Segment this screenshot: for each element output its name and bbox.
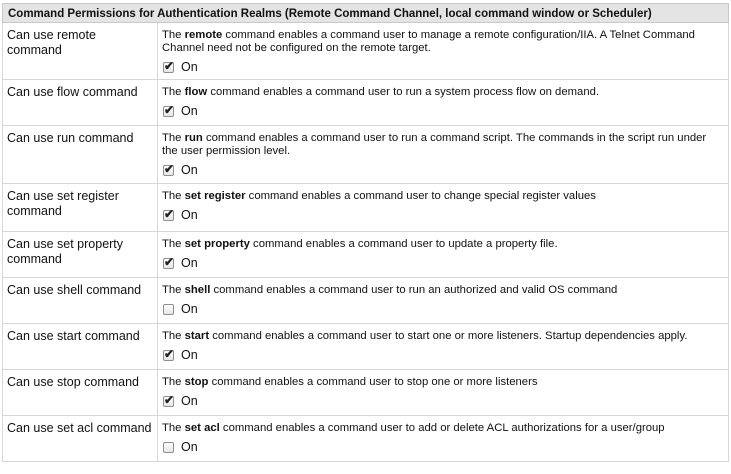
description-prefix: The bbox=[162, 29, 185, 41]
description-prefix: The bbox=[162, 132, 185, 144]
permission-description bbox=[162, 284, 724, 297]
start-on-toggle[interactable] bbox=[162, 346, 724, 364]
set-register-on-toggle[interactable] bbox=[162, 206, 724, 224]
description-prefix: The bbox=[162, 86, 185, 98]
description-text: command enables a command user to update a property file. bbox=[249, 238, 558, 250]
stop-on-toggle[interactable] bbox=[162, 392, 724, 410]
table-title: Command Permissions for Authentication Realms (Remote Command Channel, local command window or Scheduler) bbox=[3, 4, 729, 23]
set-property-checkbox[interactable] bbox=[163, 254, 175, 269]
on-label: On bbox=[181, 103, 198, 118]
checkmark-icon: ✔ bbox=[164, 161, 175, 176]
on-label: On bbox=[181, 301, 198, 316]
command-keyword: set acl bbox=[184, 422, 220, 434]
command-keyword: start bbox=[184, 330, 210, 342]
permission-description-cell bbox=[158, 324, 729, 370]
flow-checkbox[interactable] bbox=[163, 102, 175, 117]
description-text: command enables a command user to manage a remote configuration/IIA. A Telnet Command Channel need not be configured on the remote target. bbox=[162, 29, 695, 54]
permission-row-set-acl bbox=[3, 416, 729, 462]
permission-description-cell bbox=[158, 278, 729, 324]
table-header-row bbox=[3, 4, 729, 23]
set-register-checkbox[interactable] bbox=[163, 206, 175, 221]
description-prefix: The bbox=[162, 422, 185, 434]
on-label: On bbox=[181, 162, 198, 177]
permission-description bbox=[162, 330, 724, 343]
shell-checkbox[interactable] bbox=[163, 304, 174, 315]
set-acl-checkbox[interactable] bbox=[163, 442, 174, 453]
command-keyword: shell bbox=[184, 284, 211, 296]
checkmark-icon: ✔ bbox=[164, 206, 175, 221]
permission-description bbox=[162, 190, 724, 203]
permission-row-start bbox=[3, 324, 729, 370]
remote-on-toggle[interactable] bbox=[162, 58, 724, 76]
command-keyword: set property bbox=[184, 238, 250, 250]
command-keyword: run bbox=[184, 132, 203, 144]
set-property-on-toggle[interactable] bbox=[162, 254, 724, 272]
on-label: On bbox=[181, 347, 198, 362]
permission-name: Can use remote command bbox=[3, 23, 158, 80]
description-text: command enables a command user to start one or more listeners. Startup dependencies apply. bbox=[209, 330, 688, 342]
on-label: On bbox=[181, 207, 198, 222]
command-keyword: stop bbox=[184, 376, 209, 388]
permissions-table bbox=[2, 3, 729, 462]
permission-description bbox=[162, 86, 724, 99]
run-on-toggle[interactable] bbox=[162, 161, 724, 179]
description-text: command enables a command user to run a command script. The commands in the script run under the user permission level. bbox=[162, 132, 707, 157]
description-text: command enables a command user to run an authorized and valid OS command bbox=[210, 284, 618, 296]
run-checkbox[interactable] bbox=[163, 161, 175, 176]
checkmark-icon: ✔ bbox=[164, 346, 175, 361]
description-prefix: The bbox=[162, 190, 185, 202]
permission-row-remote bbox=[3, 23, 729, 80]
on-label: On bbox=[181, 439, 198, 454]
description-prefix: The bbox=[162, 284, 185, 296]
on-label: On bbox=[181, 393, 198, 408]
permission-description-cell bbox=[158, 184, 729, 232]
description-prefix: The bbox=[162, 238, 185, 250]
permission-description bbox=[162, 376, 724, 389]
permission-name: Can use stop command bbox=[3, 370, 158, 416]
checkmark-icon: ✔ bbox=[164, 58, 175, 73]
description-text: command enables a command user to change special register values bbox=[245, 190, 596, 202]
checkmark-icon: ✔ bbox=[164, 392, 175, 407]
permission-name: Can use flow command bbox=[3, 80, 158, 126]
permission-description-cell bbox=[158, 232, 729, 278]
permission-description-cell bbox=[158, 416, 729, 462]
permission-description bbox=[162, 132, 724, 158]
remote-checkbox[interactable] bbox=[163, 58, 175, 73]
flow-on-toggle[interactable] bbox=[162, 102, 724, 120]
description-prefix: The bbox=[162, 376, 185, 388]
permission-name: Can use start command bbox=[3, 324, 158, 370]
permission-row-set-property bbox=[3, 232, 729, 278]
permission-name: Can use set property command bbox=[3, 232, 158, 278]
permission-name: Can use set acl command bbox=[3, 416, 158, 462]
command-keyword: remote bbox=[184, 29, 223, 41]
description-text: command enables a command user to stop one or more listeners bbox=[208, 376, 538, 388]
permissions-body bbox=[3, 23, 729, 462]
shell-on-toggle[interactable] bbox=[162, 300, 724, 318]
permission-row-stop bbox=[3, 370, 729, 416]
description-text: command enables a command user to add or delete ACL authorizations for a user/group bbox=[219, 422, 665, 434]
description-text: command enables a command user to run a system process flow on demand. bbox=[207, 86, 600, 98]
permission-description-cell bbox=[158, 370, 729, 416]
permission-description-cell bbox=[158, 80, 729, 126]
set-acl-on-toggle[interactable] bbox=[162, 438, 724, 456]
permission-description bbox=[162, 422, 724, 435]
permission-row-flow bbox=[3, 80, 729, 126]
permission-description bbox=[162, 29, 724, 55]
permission-row-shell bbox=[3, 278, 729, 324]
permission-row-set-register bbox=[3, 184, 729, 232]
checkmark-icon: ✔ bbox=[164, 102, 175, 117]
permission-description-cell bbox=[158, 23, 729, 80]
command-keyword: flow bbox=[184, 86, 208, 98]
permission-description-cell bbox=[158, 126, 729, 184]
on-label: On bbox=[181, 59, 198, 74]
description-prefix: The bbox=[162, 330, 185, 342]
on-label: On bbox=[181, 255, 198, 270]
permission-name: Can use run command bbox=[3, 126, 158, 184]
permission-name: Can use shell command bbox=[3, 278, 158, 324]
permission-description bbox=[162, 238, 724, 251]
stop-checkbox[interactable] bbox=[163, 392, 175, 407]
permission-row-run bbox=[3, 126, 729, 184]
start-checkbox[interactable] bbox=[163, 346, 175, 361]
checkmark-icon: ✔ bbox=[164, 254, 175, 269]
command-keyword: set register bbox=[184, 190, 246, 202]
permission-name: Can use set register command bbox=[3, 184, 158, 232]
